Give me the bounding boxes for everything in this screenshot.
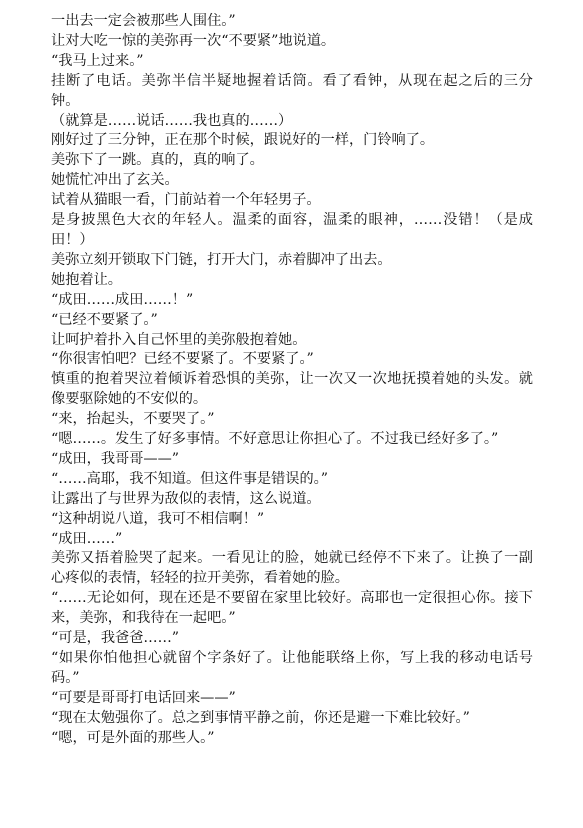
paragraph: “已经不要紧了。” [51, 311, 158, 328]
paragraph: “……高耶，我不知道。但这件事是错误的。” [51, 470, 328, 487]
paragraph: 她慌忙冲出了玄关。 [51, 172, 179, 189]
paragraph: 美弥立刻开锁取下门链，打开大门，赤着脚冲了出去。 [51, 251, 392, 268]
paragraph: （就算是……说话……我也真的……） [51, 112, 293, 129]
paragraph: 让呵护着扑入自己怀里的美弥般抱着她。 [51, 331, 307, 348]
paragraph: “现在太勉强你了。总之到事情平静之前，你还是避一下难比较好。” [51, 709, 470, 726]
paragraph: 挂断了电话。美弥半信半疑地握着话筒。看了看钟，从现在起之后的三分钟。 [51, 72, 533, 109]
paragraph: “这种胡说八道，我可不相信啊！” [51, 510, 265, 527]
paragraph: “成田，我哥哥——” [51, 450, 180, 467]
paragraph: 她抱着让。 [51, 271, 122, 288]
paragraph: “成田……成田……！” [51, 291, 194, 308]
paragraph: “成田……” [51, 530, 123, 547]
paragraph: “你很害怕吧？已经不要紧了。不要紧了。” [51, 351, 314, 368]
paragraph: 让对大吃一惊的美弥再一次“不要紧”地说道。 [51, 32, 336, 49]
paragraph: “如果你怕他担心就留个字条好了。让他能联络上你，写上我的移动电话号码。” [51, 650, 533, 686]
paragraph: 刚好过了三分钟，正在那个时候，跟说好的一样，门铃响了。 [51, 132, 435, 149]
paragraph: “可要是哥哥打电话回来——” [51, 689, 236, 706]
paragraph: “嗯……。发生了好多事情。不好意思让你担心了。不过我已经好多了。” [51, 431, 499, 448]
paragraph: 美弥下了一跳。真的，真的响了。 [51, 152, 264, 169]
paragraph: 美弥又捂着脸哭了起来。一看见让的脸，她就已经停不下来了。让换了一副心疼似的表情，轻轻的拉开美弥，看着她的脸。 [51, 550, 533, 587]
paragraph: “……无论如何，现在还是不要留在家里比较好。高耶也一定很担心你。接下来，美弥，和我待在一起吧。” [51, 590, 533, 627]
paragraph: “我马上过来。” [51, 52, 144, 69]
paragraph: 一出去一定会被那些人围住。” [51, 13, 236, 29]
document-page [51, 12, 533, 749]
paragraph: “来，抬起头，不要哭了。” [51, 411, 215, 428]
paragraph: 让露出了与世界为敌似的表情，这么说道。 [51, 490, 321, 507]
paragraph: 是身披黑色大衣的年轻人。温柔的面容，温柔的眼神，……没错！（是成田！） [51, 212, 533, 248]
paragraph: 试着从猫眼一看，门前站着一个年轻男子。 [51, 192, 321, 209]
paragraph: 慎重的抱着哭泣着倾诉着恐惧的美弥，让一次又一次地抚摸着她的头发。就像要驱除她的不安似的。 [51, 371, 533, 408]
paragraph: “嗯，可是外面的那些人。” [51, 729, 215, 746]
paragraph: “可是，我爸爸……” [51, 630, 180, 647]
